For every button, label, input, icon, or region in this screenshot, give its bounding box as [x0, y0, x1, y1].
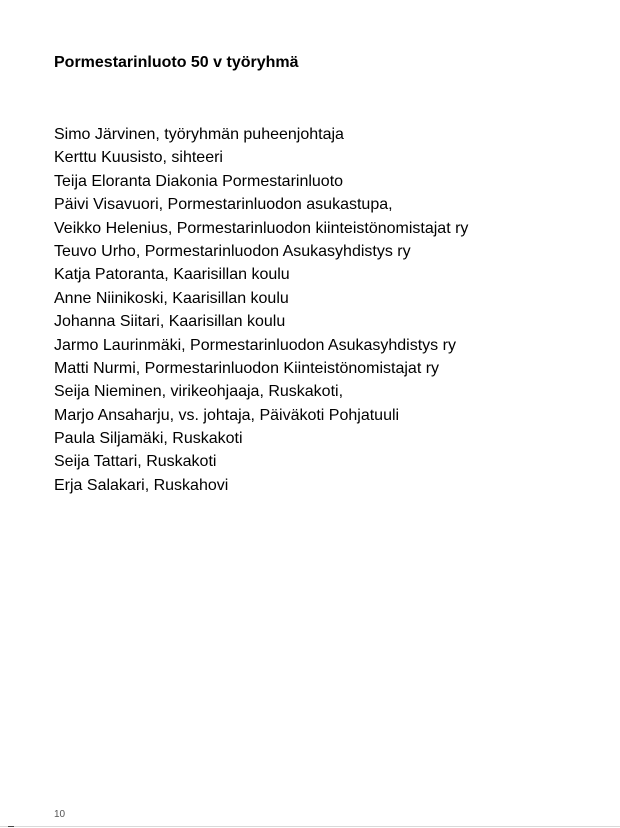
list-item: Päivi Visavuori, Pormestarinluodon asukastupa, [54, 196, 393, 214]
list-item: Paula Siljamäki, Ruskakoti [54, 430, 243, 448]
list-item: Simo Järvinen, työryhmän puheenjohtaja [54, 126, 344, 143]
list-item: Johanna Siitari, Kaarisillan koulu [54, 313, 286, 331]
list-item: Seija Tattari, Ruskakoti [54, 453, 217, 471]
list-item: Jarmo Laurinmäki, Pormestarinluodon Asukasyhdistys ry [54, 336, 456, 354]
list-item: Kerttu Kuusisto, sihteeri [54, 149, 223, 167]
page-bottom-divider [0, 826, 620, 827]
list-item: Marjo Ansaharju, vs. johtaja, Päiväkoti Pohjatuuli [54, 406, 400, 424]
list-item: Teuvo Urho, Pormestarinluodon Asukasyhdistys ry [54, 242, 411, 260]
list-item: Katja Patoranta, Kaarisillan koulu [54, 266, 290, 284]
page-number: 10 [54, 809, 66, 820]
list-item: Teija Eloranta Diakonia Pormestarinluoto [54, 172, 344, 190]
corner-mark [8, 826, 14, 827]
list-item: Anne Niinikoski, Kaarisillan koulu [54, 289, 289, 307]
list-item: Veikko Helenius, Pormestarinluodon kiinteistönomistajat ry [54, 219, 469, 237]
member-list [54, 123, 468, 497]
list-item: Seija Nieminen, virikeohjaaja, Ruskakoti, [54, 383, 344, 401]
page-title: Pormestarinluoto 50 v työryhmä [54, 54, 299, 71]
list-item: Matti Nurmi, Pormestarinluodon Kiinteistönomistajat ry [54, 359, 440, 377]
list-item: Erja Salakari, Ruskahovi [54, 476, 229, 494]
